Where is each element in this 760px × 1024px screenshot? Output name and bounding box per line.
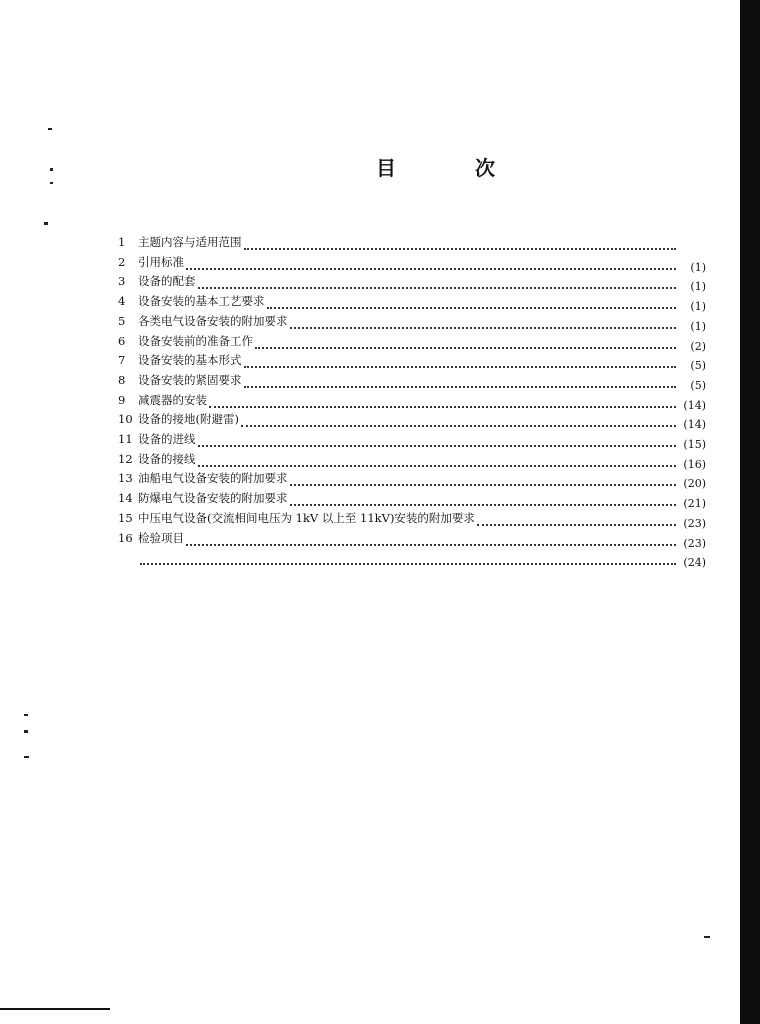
toc-row xyxy=(118,409,706,432)
toc-entry-text: 中压电气设备(交流相间电压为 1kV 以上至 11kV)安装的附加要求 xyxy=(138,510,475,525)
scan-speck xyxy=(24,714,28,716)
toc-row xyxy=(118,271,706,294)
toc-page-number: (21) xyxy=(683,497,706,511)
toc-number: 4 xyxy=(118,294,126,309)
page-title: 目 次 xyxy=(376,156,531,180)
toc-number: 10 xyxy=(118,412,133,427)
scan-edge-shadow xyxy=(740,0,760,1024)
toc-page-number: (15) xyxy=(683,438,706,451)
toc-number: 9 xyxy=(118,392,126,407)
toc-row xyxy=(118,350,706,373)
toc-page-number: (1) xyxy=(690,319,706,333)
toc-entry-text: 各类电气设备安装的附加要求 xyxy=(138,313,288,328)
toc-entry-text: 设备的配套 xyxy=(138,274,196,289)
toc-entry-text: 设备的接线 xyxy=(138,451,196,466)
toc-page-number: (23) xyxy=(683,516,706,530)
scan-speck xyxy=(24,730,28,733)
toc-page-number: (5) xyxy=(690,359,706,373)
toc-row xyxy=(118,528,706,548)
toc-number: 8 xyxy=(118,372,126,387)
toc-dot-leader xyxy=(198,445,677,447)
toc-row xyxy=(118,291,706,314)
toc-page-number: (14) xyxy=(683,398,706,412)
toc-dot-leader xyxy=(244,386,677,388)
toc-number: 15 xyxy=(118,510,133,525)
toc-dot-leader xyxy=(198,287,677,289)
scan-bottom-line xyxy=(0,1008,110,1010)
toc-entry-text: 主题内容与适用范围 xyxy=(138,235,242,249)
toc-dot-leader xyxy=(186,268,676,270)
toc-entry-text: 油船电气设备安装的附加要求 xyxy=(138,471,288,486)
toc-dot-leader xyxy=(198,465,677,467)
toc-dot-leader xyxy=(290,327,677,329)
toc-entry-text: 减震器的安装 xyxy=(138,392,207,407)
toc-page-number: (24) xyxy=(683,556,706,570)
toc-row xyxy=(118,508,706,528)
scan-speck xyxy=(50,168,53,171)
toc-number: 14 xyxy=(118,491,133,506)
toc-number: 5 xyxy=(118,313,126,328)
toc-dot-leader xyxy=(477,524,676,526)
toc-page-number: (1) xyxy=(690,300,706,314)
toc-number: 2 xyxy=(118,254,126,269)
toc-page-number: (1) xyxy=(690,280,706,294)
toc-row xyxy=(118,311,706,331)
toc-number: 1 xyxy=(118,235,126,249)
toc-number: 3 xyxy=(118,274,126,289)
toc-row xyxy=(118,547,706,570)
toc-row xyxy=(118,429,706,449)
toc-dot-leader xyxy=(241,425,676,427)
toc-page-number: (23) xyxy=(683,536,706,550)
toc-entry-text: 设备安装前的准备工作 xyxy=(138,333,253,348)
toc-row xyxy=(118,370,706,390)
toc-row xyxy=(118,468,706,491)
scan-speck xyxy=(44,222,48,225)
toc-dot-leader xyxy=(267,307,677,309)
toc-row xyxy=(118,232,706,252)
scan-speck xyxy=(50,182,53,184)
toc-entry-text: 设备安装的紧固要求 xyxy=(138,372,242,387)
toc-number: 12 xyxy=(118,451,133,466)
toc-page-number: (16) xyxy=(683,457,706,471)
toc-number: 11 xyxy=(118,432,133,446)
toc-page-number: (2) xyxy=(690,339,706,353)
scan-speck xyxy=(24,756,29,758)
toc-number: 6 xyxy=(118,333,126,348)
toc-entry-text: 引用标准 xyxy=(138,254,184,269)
toc-entry-text: 设备的接地(附避雷) xyxy=(138,412,239,427)
toc-row xyxy=(118,252,706,272)
toc-page-number: (1) xyxy=(690,260,706,274)
scan-speck xyxy=(704,936,710,938)
toc-page-number: (20) xyxy=(683,477,706,491)
toc-dot-leader xyxy=(255,347,676,349)
toc-dot-leader xyxy=(186,544,676,546)
toc-row xyxy=(118,449,706,469)
toc-entry-text: 检验项目 xyxy=(138,530,184,545)
toc-page-number: (5) xyxy=(690,378,706,392)
toc-number: 13 xyxy=(118,471,133,486)
toc-number: 16 xyxy=(118,530,133,545)
toc-dot-leader xyxy=(209,406,676,408)
toc-entry-text: 设备安装的基本工艺要求 xyxy=(138,294,265,309)
toc-number: 7 xyxy=(118,353,126,368)
toc-row xyxy=(118,331,706,351)
toc-dot-leader xyxy=(140,563,676,565)
toc-dot-leader xyxy=(290,484,677,486)
toc-entry-text: 防爆电气设备安装的附加要求 xyxy=(138,491,288,506)
toc-row xyxy=(118,390,706,410)
toc-page-number: (14) xyxy=(683,418,706,432)
toc-entry-text: 设备的进线 xyxy=(138,432,196,446)
toc-dot-leader xyxy=(244,366,677,368)
toc-row xyxy=(118,488,706,511)
toc-dot-leader xyxy=(290,504,677,506)
toc-dot-leader xyxy=(244,248,677,250)
toc-entry-text: 设备安装的基本形式 xyxy=(138,353,242,368)
scan-speck xyxy=(48,128,52,130)
